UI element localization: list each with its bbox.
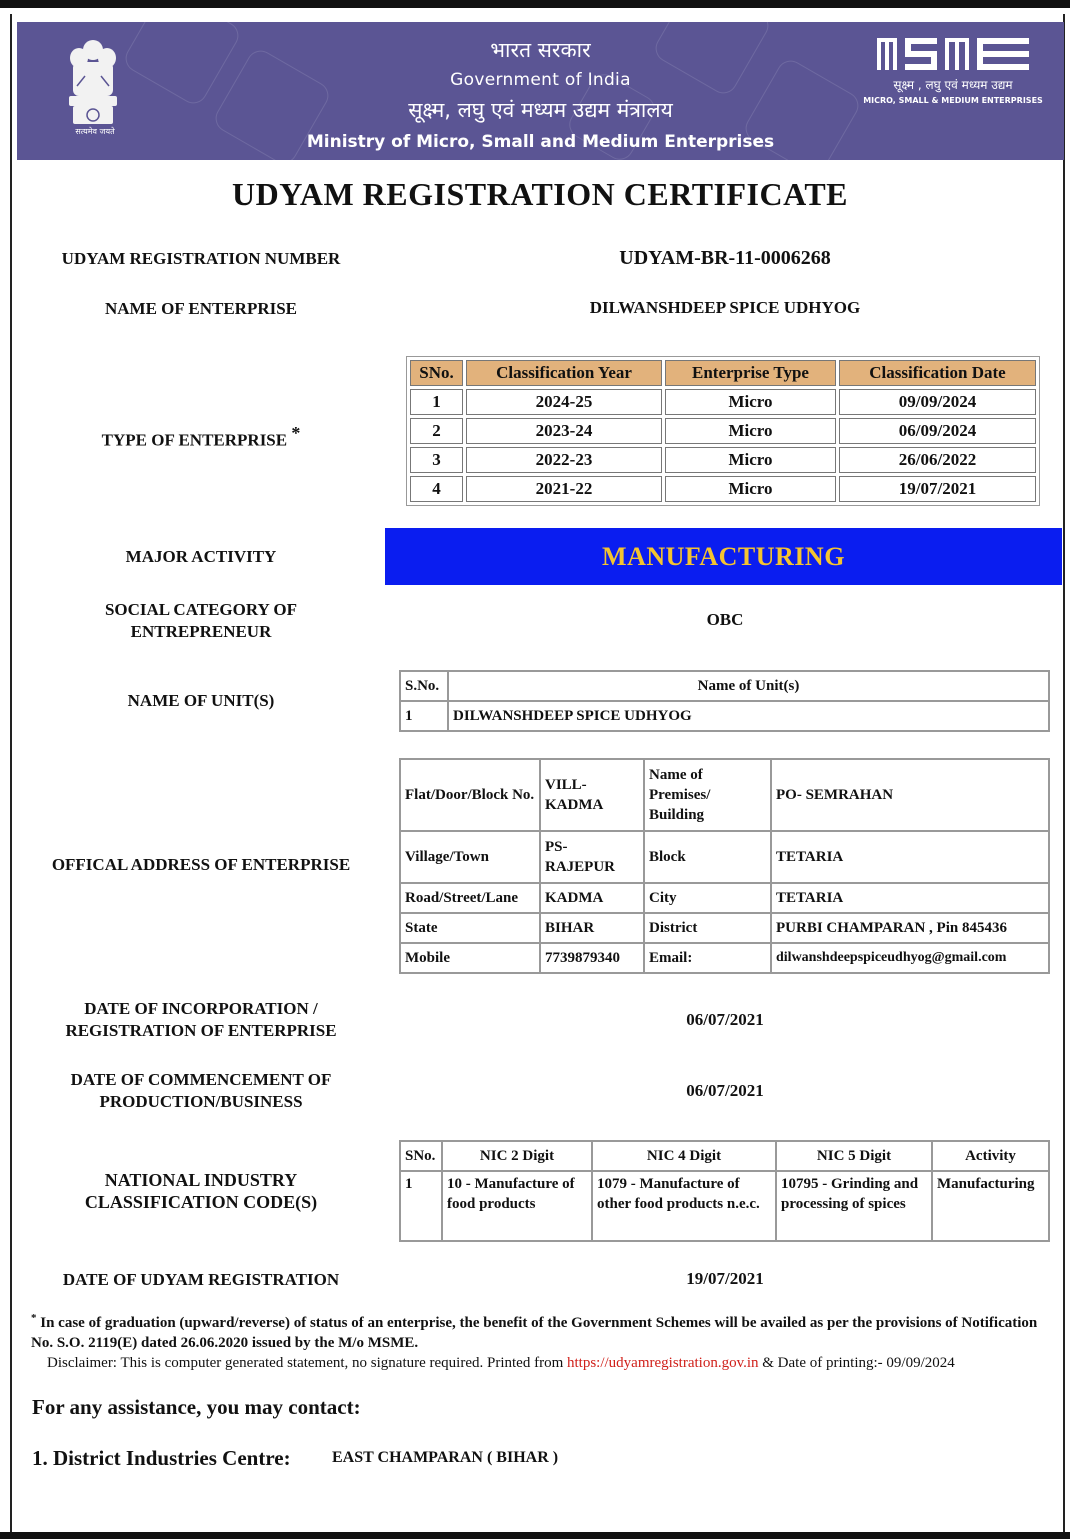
address-label: OFFICAL ADDRESS OF ENTERPRISE (51, 855, 351, 874)
address-key: Name of Premises/ Building (644, 759, 771, 831)
right-border (1063, 14, 1065, 1532)
address-key: Road/Street/Lane (400, 883, 540, 913)
table-cell: 2 (410, 418, 463, 444)
hindi-government-title: भारत सरकार (490, 38, 591, 62)
table-cell: Micro (665, 418, 836, 444)
nic-table (399, 1140, 1050, 1242)
table-cell: 1 (410, 389, 463, 415)
msme-logo-icon (875, 36, 1033, 72)
enterprise-name: DILWANSHDEEP SPICE UDHYOG (589, 298, 861, 317)
registration-number-label: UDYAM REGISTRATION NUMBER (61, 249, 341, 268)
social-category-label-line: SOCIAL CATEGORY OF (104, 600, 298, 619)
address-key: City (644, 883, 771, 913)
table-cell: Micro (665, 476, 836, 502)
incorporation-label-line: REGISTRATION OF ENTERPRISE (65, 1021, 337, 1040)
table-cell: Micro (665, 447, 836, 473)
address-key: District (644, 913, 771, 943)
table-cell: 09/09/2024 (839, 389, 1036, 415)
government-banner (17, 22, 1064, 160)
table-row (400, 943, 1049, 973)
classification-table (406, 356, 1040, 506)
table-row (400, 1171, 1049, 1241)
emblem-motto: सत्यमेव जयते (75, 127, 115, 136)
classification-header: Classification Date (839, 360, 1036, 386)
commencement-label (36, 1069, 366, 1113)
table-cell: 3 (410, 447, 463, 473)
nic-label (36, 1169, 366, 1213)
district-industries-centre-label: 1. District Industries Centre: (32, 1446, 291, 1470)
social-category-label (36, 599, 366, 643)
units-label: NAME OF UNIT(S) (127, 691, 275, 710)
enterprise-type-label (36, 422, 366, 452)
address-value: BIHAR (540, 913, 644, 943)
address-value: TETARIA (771, 831, 1049, 883)
commencement-label-line: PRODUCTION/BUSINESS (99, 1092, 303, 1111)
units-header: S.No. (400, 671, 448, 701)
udyam-date-value: 19/07/2021 (686, 1269, 764, 1288)
nic-header: NIC 5 Digit (776, 1141, 932, 1171)
commencement-label-line: DATE OF COMMENCEMENT OF (70, 1070, 332, 1089)
disclaimer (47, 1355, 1067, 1372)
nic-label-line: CLASSIFICATION CODE(S) (84, 1192, 318, 1212)
table-cell: 06/09/2024 (839, 418, 1036, 444)
incorporation-label (36, 998, 366, 1042)
classification-header: SNo. (410, 360, 463, 386)
nic-label-line: NATIONAL INDUSTRY (104, 1170, 298, 1190)
address-key: Email: (644, 943, 771, 973)
table-cell: 2024-25 (466, 389, 662, 415)
address-value: PS- RAJEPUR (540, 831, 644, 883)
table-row (410, 476, 1036, 502)
units-header: Name of Unit(s) (448, 671, 1049, 701)
table-cell: 4 (410, 476, 463, 502)
table-cell: 19/07/2021 (839, 476, 1036, 502)
enterprise-name-label: NAME OF ENTERPRISE (104, 299, 298, 318)
major-activity-value: MANUFACTURING (385, 528, 1062, 585)
nic-header: SNo. (400, 1141, 442, 1171)
certificate-title: UDYAM REGISTRATION CERTIFICATE (231, 176, 849, 212)
disclaimer-suffix: & Date of printing:- 09/09/2024 (758, 1355, 955, 1371)
address-key: Mobile (400, 943, 540, 973)
address-value: VILL- KADMA (540, 759, 644, 831)
table-cell: Manufacturing (932, 1171, 1049, 1241)
table-row (410, 418, 1036, 444)
nic-header: Activity (932, 1141, 1049, 1171)
table-cell: DILWANSHDEEP SPICE UDHYOG (448, 701, 1049, 731)
enterprise-type-asterisk: * (291, 423, 301, 443)
table-row (400, 701, 1049, 731)
msme-hindi-text: सूक्ष्म , लघु एवं मध्यम उद्यम (893, 78, 1013, 92)
commencement-date: 06/07/2021 (686, 1081, 764, 1100)
table-row (400, 759, 1049, 831)
table-cell: 2021-22 (466, 476, 662, 502)
address-key: Village/Town (400, 831, 540, 883)
table-cell: 2022-23 (466, 447, 662, 473)
footnote-text: In case of graduation (upward/reverse) of status of an enterprise, the benefit of the Government Schemes will be availed as per the provisions of Notification No. S.O. 2119(E) dated 26.06.2020 issued by the M/o MSME. (31, 1315, 1038, 1351)
graduation-footnote (31, 1308, 1061, 1353)
table-cell: 26/06/2022 (839, 447, 1036, 473)
disclaimer-prefix: Disclaimer: This is computer generated statement, no signature required. Printed from (47, 1355, 567, 1371)
address-value: PO- SEMRAHAN (771, 759, 1049, 831)
classification-header-row (410, 360, 1036, 386)
classification-header: Enterprise Type (665, 360, 836, 386)
top-border (0, 0, 1070, 8)
hindi-ministry-title: सूक्ष्म, लघु एवं मध्यम उद्यम मंत्रालय (408, 98, 673, 122)
table-row (410, 447, 1036, 473)
table-cell: 1 (400, 1171, 442, 1241)
address-value: 7739879340 (540, 943, 644, 973)
government-title: Government of India (450, 70, 631, 90)
units-header-row (400, 671, 1049, 701)
table-row (400, 831, 1049, 883)
district-industries-centre-value: EAST CHAMPARAN ( BIHAR ) (332, 1449, 559, 1466)
table-cell: 10 - Manufacture of food products (442, 1171, 592, 1241)
classification-header: Classification Year (466, 360, 662, 386)
assistance-heading: For any assistance, you may contact: (32, 1395, 361, 1419)
udyam-date-label: DATE OF UDYAM REGISTRATION (62, 1270, 340, 1289)
email-value: dilwanshdeepspiceudhyog@gmail.com (771, 943, 1049, 973)
enterprise-type-label-text: TYPE OF ENTERPRISE (101, 430, 288, 450)
bottom-border (0, 1532, 1070, 1539)
incorporation-label-line: DATE OF INCORPORATION / (84, 999, 318, 1018)
incorporation-date: 06/07/2021 (686, 1010, 764, 1029)
address-value: KADMA (540, 883, 644, 913)
nic-header-row (400, 1141, 1049, 1171)
table-cell: 1079 - Manufacture of other food products n.e.c. (592, 1171, 776, 1241)
address-table (399, 758, 1050, 974)
major-activity-label: MAJOR ACTIVITY (125, 547, 277, 566)
social-category-value: OBC (706, 610, 744, 629)
udyam-portal-link[interactable]: https://udyamregistration.gov.in (567, 1355, 759, 1371)
table-cell: 1 (400, 701, 448, 731)
footnote-asterisk: * (31, 1312, 37, 1324)
address-key: State (400, 913, 540, 943)
registration-number: UDYAM-BR-11-0006268 (619, 247, 831, 269)
units-table (399, 670, 1050, 732)
nic-header: NIC 2 Digit (442, 1141, 592, 1171)
table-row (400, 913, 1049, 943)
address-value: TETARIA (771, 883, 1049, 913)
table-row (400, 883, 1049, 913)
table-cell: Micro (665, 389, 836, 415)
address-key: Block (644, 831, 771, 883)
address-value: PURBI CHAMPARAN , Pin 845436 (771, 913, 1049, 943)
table-row (410, 389, 1036, 415)
ministry-title: Ministry of Micro, Small and Medium Enterprises (306, 132, 775, 152)
left-border (10, 14, 12, 1532)
table-cell: 10795 - Grinding and processing of spices (776, 1171, 932, 1241)
table-cell: 2023-24 (466, 418, 662, 444)
nic-header: NIC 4 Digit (592, 1141, 776, 1171)
msme-english-text: MICRO, SMALL & MEDIUM ENTERPRISES (863, 96, 1043, 105)
social-category-label-line: ENTREPRENEUR (130, 622, 272, 641)
address-key: Flat/Door/Block No. (400, 759, 540, 831)
